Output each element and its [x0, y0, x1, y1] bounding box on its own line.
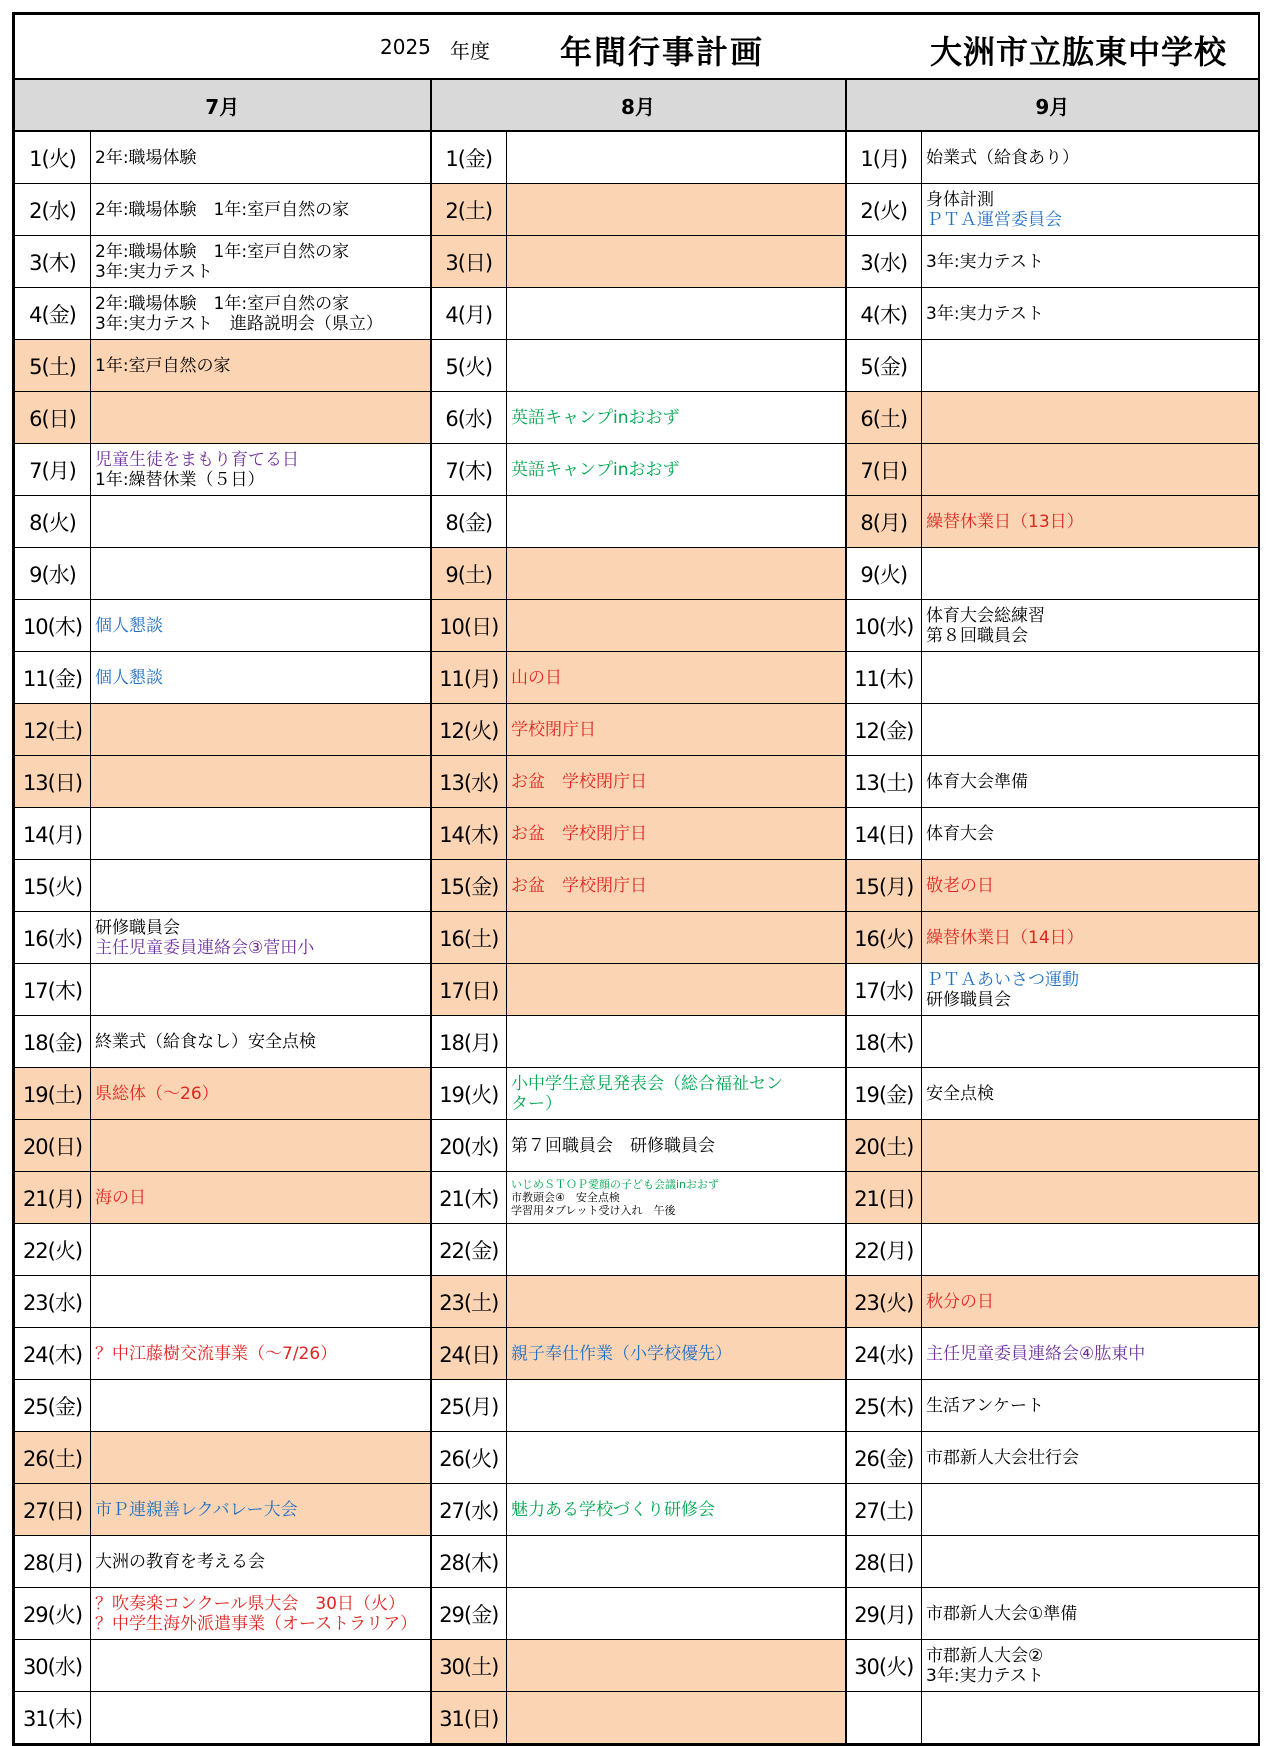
day-row	[15, 131, 1259, 184]
september-event-cell	[922, 808, 1259, 860]
august-date-cell: 15(金)	[431, 860, 507, 912]
july-event-cell	[91, 548, 431, 600]
august-date-cell: 11(月)	[431, 652, 507, 704]
event-text: いじめＳＴＯＰ愛顔の子ども会議inおおず	[511, 1178, 720, 1191]
day-row	[15, 1172, 1259, 1224]
august-date-cell: 3(日)	[431, 236, 507, 288]
august-date-cell: 26(火)	[431, 1432, 507, 1484]
september-event-cell	[922, 236, 1259, 288]
july-event-cell	[91, 340, 431, 392]
august-date-cell: 7(木)	[431, 444, 507, 496]
august-event-cell	[507, 756, 846, 808]
july-date-cell: 29(火)	[15, 1588, 91, 1640]
september-date-cell: 11(木)	[846, 652, 922, 704]
august-event-cell	[507, 1328, 846, 1380]
july-date-cell: 1(火)	[15, 131, 91, 184]
calendar-sheet	[12, 12, 1260, 1746]
august-date-cell: 8(金)	[431, 496, 507, 548]
august-event-cell	[507, 1432, 846, 1484]
event-text: 主任児童委員連絡会④肱東中	[926, 1343, 1146, 1364]
september-date-cell: 30(火)	[846, 1640, 922, 1692]
month-header-july: 7月	[15, 79, 431, 131]
july-event-cell	[91, 1276, 431, 1328]
event-text: 3年:実力テスト 進路説明会（県立）	[95, 313, 383, 334]
event-text: 第７回職員会 研修職員会	[511, 1135, 715, 1156]
september-date-cell: 21(日)	[846, 1172, 922, 1224]
day-row	[15, 1068, 1259, 1120]
event-text: 親子奉仕作業（小学校優先）	[511, 1343, 732, 1364]
september-event-cell	[922, 964, 1259, 1016]
september-event-cell	[922, 1588, 1259, 1640]
day-row	[15, 704, 1259, 756]
event-text: 市Ｐ連親善レクバレー大会	[95, 1499, 298, 1520]
event-text: 2年:職場体験 1年:室戸自然の家	[95, 199, 350, 220]
july-event-cell	[91, 288, 431, 340]
day-row	[15, 756, 1259, 808]
fiscal-year: 2025	[380, 35, 431, 59]
august-event-cell	[507, 1588, 846, 1640]
august-date-cell: 18(月)	[431, 1016, 507, 1068]
september-event-cell	[922, 1484, 1259, 1536]
september-event-cell	[922, 496, 1259, 548]
fiscal-year-label: 年度	[450, 39, 490, 63]
school-name: 大洲市立肱東中学校	[930, 33, 1228, 71]
july-date-cell: 8(火)	[15, 496, 91, 548]
august-date-cell: 10(日)	[431, 600, 507, 652]
event-text: ター）	[511, 1093, 562, 1114]
september-event-cell	[922, 1380, 1259, 1432]
july-event-cell	[91, 1432, 431, 1484]
july-event-cell	[91, 444, 431, 496]
event-text: 大洲の教育を考える会	[95, 1551, 265, 1572]
july-event-cell	[91, 1172, 431, 1224]
day-row	[15, 548, 1259, 600]
event-text: 3年:実力テスト	[926, 251, 1044, 272]
september-date-cell: 22(月)	[846, 1224, 922, 1276]
july-date-cell: 20(日)	[15, 1120, 91, 1172]
day-row	[15, 1692, 1259, 1744]
event-text: 終業式（給食なし）安全点検	[95, 1031, 316, 1052]
july-date-cell: 11(金)	[15, 652, 91, 704]
september-event-cell	[922, 1640, 1259, 1692]
september-event-cell	[922, 1328, 1259, 1380]
day-row	[15, 808, 1259, 860]
event-text: 魅力ある学校づくり研修会	[511, 1499, 715, 1520]
september-date-cell: 20(土)	[846, 1120, 922, 1172]
august-event-cell	[507, 1276, 846, 1328]
july-event-cell	[91, 860, 431, 912]
july-date-cell: 22(火)	[15, 1224, 91, 1276]
july-event-cell	[91, 1484, 431, 1536]
july-event-cell	[91, 236, 431, 288]
july-event-cell	[91, 808, 431, 860]
month-header-september: 9月	[846, 79, 1259, 131]
day-row	[15, 652, 1259, 704]
july-event-cell	[91, 496, 431, 548]
event-text: 体育大会準備	[926, 771, 1028, 792]
august-date-cell: 5(火)	[431, 340, 507, 392]
event-text: ？中学生海外派遣事業（オーストラリア）	[95, 1613, 418, 1634]
september-date-cell: 25(木)	[846, 1380, 922, 1432]
event-text: 2年:職場体験	[95, 147, 197, 168]
august-date-cell: 19(火)	[431, 1068, 507, 1120]
month-header-august: 8月	[431, 79, 846, 131]
september-event-cell	[922, 444, 1259, 496]
august-date-cell: 13(水)	[431, 756, 507, 808]
august-date-cell: 24(日)	[431, 1328, 507, 1380]
july-event-cell	[91, 964, 431, 1016]
july-date-cell: 7(月)	[15, 444, 91, 496]
day-row	[15, 1120, 1259, 1172]
day-row	[15, 1328, 1259, 1380]
september-date-cell: 16(火)	[846, 912, 922, 964]
september-event-cell	[922, 704, 1259, 756]
event-text: 敬老の日	[926, 875, 994, 896]
july-event-cell	[91, 1328, 431, 1380]
event-text: 県総体（～26）	[95, 1083, 219, 1104]
july-date-cell: 5(土)	[15, 340, 91, 392]
july-date-cell: 24(木)	[15, 1328, 91, 1380]
july-date-cell: 3(木)	[15, 236, 91, 288]
july-date-cell: 26(土)	[15, 1432, 91, 1484]
event-text: 1年:繰替休業（５日）	[95, 469, 265, 490]
september-event-cell	[922, 288, 1259, 340]
day-row	[15, 496, 1259, 548]
july-event-cell	[91, 1068, 431, 1120]
july-date-cell: 25(金)	[15, 1380, 91, 1432]
july-date-cell: 9(水)	[15, 548, 91, 600]
event-text: ？中江藤樹交流事業（～7/26）	[95, 1343, 338, 1364]
event-text: 個人懇談	[95, 667, 163, 688]
day-row	[15, 1432, 1259, 1484]
september-date-cell: 29(月)	[846, 1588, 922, 1640]
july-date-cell: 16(水)	[15, 912, 91, 964]
july-date-cell: 17(木)	[15, 964, 91, 1016]
july-event-cell	[91, 912, 431, 964]
july-event-cell	[91, 1588, 431, 1640]
event-text: 市教頭会④ 安全点検	[511, 1191, 620, 1204]
event-text: 児童生徒をまもり育てる日	[95, 449, 299, 470]
title-bar	[15, 15, 1259, 80]
event-text: 小中学生意見発表会（総合福祉セン	[511, 1073, 783, 1094]
event-text: 体育大会総練習	[926, 605, 1045, 626]
july-date-cell: 30(水)	[15, 1640, 91, 1692]
event-text: 2年:職場体験 1年:室戸自然の家	[95, 293, 350, 314]
july-event-cell	[91, 1380, 431, 1432]
event-text: 市郡新人大会①準備	[926, 1603, 1078, 1624]
july-date-cell: 28(月)	[15, 1536, 91, 1588]
september-date-cell: 26(金)	[846, 1432, 922, 1484]
august-event-cell	[507, 1016, 846, 1068]
september-date-cell: 13(土)	[846, 756, 922, 808]
july-event-cell	[91, 652, 431, 704]
event-text: 個人懇談	[95, 615, 163, 636]
july-event-cell	[91, 1692, 431, 1744]
september-empty-event-cell	[922, 1692, 1259, 1744]
event-text: 1年:室戸自然の家	[95, 355, 231, 376]
july-event-cell	[91, 756, 431, 808]
august-date-cell: 2(土)	[431, 184, 507, 236]
september-date-cell: 15(月)	[846, 860, 922, 912]
july-date-cell: 10(木)	[15, 600, 91, 652]
september-empty-date-cell	[846, 1692, 922, 1744]
september-date-cell: 7(日)	[846, 444, 922, 496]
day-row	[15, 340, 1259, 392]
august-date-cell: 12(火)	[431, 704, 507, 756]
july-event-cell	[91, 1120, 431, 1172]
august-event-cell	[507, 1224, 846, 1276]
september-date-cell: 24(水)	[846, 1328, 922, 1380]
july-event-cell	[91, 1640, 431, 1692]
september-date-cell: 23(火)	[846, 1276, 922, 1328]
september-date-cell: 14(日)	[846, 808, 922, 860]
august-date-cell: 31(日)	[431, 1692, 507, 1744]
day-row	[15, 1016, 1259, 1068]
event-text: 秋分の日	[926, 1291, 994, 1312]
september-date-cell: 9(火)	[846, 548, 922, 600]
event-text: 学習用タブレット受け入れ 午後	[511, 1204, 676, 1217]
august-date-cell: 17(日)	[431, 964, 507, 1016]
day-row	[15, 392, 1259, 444]
august-event-cell	[507, 1380, 846, 1432]
september-date-cell: 28(日)	[846, 1536, 922, 1588]
september-event-cell	[922, 1432, 1259, 1484]
september-event-cell	[922, 1536, 1259, 1588]
event-text: お盆 学校閉庁日	[511, 771, 647, 792]
july-date-cell: 19(土)	[15, 1068, 91, 1120]
september-date-cell: 12(金)	[846, 704, 922, 756]
july-event-cell	[91, 1536, 431, 1588]
event-text: 山の日	[511, 667, 562, 688]
august-event-cell	[507, 392, 846, 444]
august-date-cell: 14(木)	[431, 808, 507, 860]
event-text: 2年:職場体験 1年:室戸自然の家	[95, 241, 350, 262]
september-event-cell	[922, 1016, 1259, 1068]
september-event-cell	[922, 392, 1259, 444]
august-date-cell: 4(月)	[431, 288, 507, 340]
august-event-cell	[507, 444, 846, 496]
event-text: 市郡新人大会壮行会	[926, 1447, 1079, 1468]
event-text: 学校閉庁日	[511, 719, 596, 740]
event-text: 繰替休業日（13日）	[926, 511, 1084, 532]
event-text: 英語キャンプinおおず	[511, 407, 680, 428]
september-date-cell: 8(月)	[846, 496, 922, 548]
september-event-cell	[922, 340, 1259, 392]
august-event-cell	[507, 288, 846, 340]
event-text: 第８回職員会	[926, 625, 1028, 646]
event-text: 3年:実力テスト	[926, 1665, 1044, 1686]
july-event-cell	[91, 184, 431, 236]
september-event-cell	[922, 1120, 1259, 1172]
event-text: ＰＴＡあいさつ運動	[926, 969, 1079, 990]
day-row	[15, 964, 1259, 1016]
july-date-cell: 6(日)	[15, 392, 91, 444]
august-date-cell: 16(土)	[431, 912, 507, 964]
august-event-cell	[507, 1692, 846, 1744]
september-date-cell: 18(木)	[846, 1016, 922, 1068]
september-date-cell: 5(金)	[846, 340, 922, 392]
day-row	[15, 184, 1259, 236]
july-date-cell: 23(水)	[15, 1276, 91, 1328]
september-date-cell: 17(水)	[846, 964, 922, 1016]
august-event-cell	[507, 1484, 846, 1536]
page-title: 年間行事計画	[560, 33, 765, 71]
day-row	[15, 600, 1259, 652]
august-date-cell: 21(木)	[431, 1172, 507, 1224]
september-event-cell	[922, 1224, 1259, 1276]
july-date-cell: 14(月)	[15, 808, 91, 860]
september-event-cell	[922, 756, 1259, 808]
august-event-cell	[507, 340, 846, 392]
event-text: ？吹奏楽コンクール県大会 30日（火）	[95, 1593, 405, 1614]
day-row	[15, 444, 1259, 496]
day-row	[15, 288, 1259, 340]
event-text: 始業式（給食あり）	[926, 147, 1079, 168]
day-row	[15, 1536, 1259, 1588]
july-event-cell	[91, 131, 431, 184]
day-row	[15, 1380, 1259, 1432]
july-date-cell: 21(月)	[15, 1172, 91, 1224]
july-date-cell: 31(木)	[15, 1692, 91, 1744]
september-date-cell: 1(月)	[846, 131, 922, 184]
august-event-cell	[507, 600, 846, 652]
event-text: 海の日	[95, 1187, 146, 1208]
september-event-cell	[922, 652, 1259, 704]
august-date-cell: 1(金)	[431, 131, 507, 184]
august-event-cell	[507, 1120, 846, 1172]
day-row	[15, 1588, 1259, 1640]
september-event-cell	[922, 860, 1259, 912]
august-date-cell: 29(金)	[431, 1588, 507, 1640]
august-event-cell	[507, 964, 846, 1016]
event-text: 繰替休業日（14日）	[926, 927, 1084, 948]
event-text: 3年:実力テスト	[95, 261, 213, 282]
july-date-cell: 12(土)	[15, 704, 91, 756]
day-row	[15, 1484, 1259, 1536]
september-event-cell	[922, 1068, 1259, 1120]
august-event-cell	[507, 912, 846, 964]
event-text: 主任児童委員連絡会③菅田小	[95, 937, 315, 958]
event-text: 体育大会	[926, 823, 994, 844]
september-date-cell: 4(木)	[846, 288, 922, 340]
september-date-cell: 19(金)	[846, 1068, 922, 1120]
september-event-cell	[922, 912, 1259, 964]
september-event-cell	[922, 548, 1259, 600]
event-text: お盆 学校閉庁日	[511, 823, 647, 844]
event-text: ＰＴＡ運営委員会	[926, 209, 1062, 230]
event-text: 市郡新人大会②	[926, 1645, 1044, 1666]
august-event-cell	[507, 548, 846, 600]
july-date-cell: 13(日)	[15, 756, 91, 808]
september-date-cell: 10(水)	[846, 600, 922, 652]
september-event-cell	[922, 131, 1259, 184]
event-text: 身体計測	[926, 189, 994, 210]
day-row	[15, 236, 1259, 288]
august-event-cell	[507, 808, 846, 860]
event-text: 3年:実力テスト	[926, 303, 1044, 324]
august-date-cell: 6(水)	[431, 392, 507, 444]
july-date-cell: 18(金)	[15, 1016, 91, 1068]
july-event-cell	[91, 600, 431, 652]
august-event-cell	[507, 184, 846, 236]
event-text: 研修職員会	[926, 989, 1011, 1010]
august-event-cell	[507, 131, 846, 184]
july-event-cell	[91, 704, 431, 756]
july-date-cell: 4(金)	[15, 288, 91, 340]
september-date-cell: 6(土)	[846, 392, 922, 444]
september-event-cell	[922, 1276, 1259, 1328]
july-event-cell	[91, 1016, 431, 1068]
september-date-cell: 27(土)	[846, 1484, 922, 1536]
july-event-cell	[91, 1224, 431, 1276]
august-event-cell	[507, 1068, 846, 1120]
july-date-cell: 15(火)	[15, 860, 91, 912]
august-event-cell	[507, 652, 846, 704]
event-text: 生活アンケート	[926, 1395, 1044, 1416]
day-row	[15, 1276, 1259, 1328]
august-date-cell: 30(土)	[431, 1640, 507, 1692]
august-event-cell	[507, 1172, 846, 1224]
august-date-cell: 9(土)	[431, 548, 507, 600]
september-date-cell: 3(水)	[846, 236, 922, 288]
august-date-cell: 20(水)	[431, 1120, 507, 1172]
august-date-cell: 22(金)	[431, 1224, 507, 1276]
august-event-cell	[507, 496, 846, 548]
day-row	[15, 912, 1259, 964]
day-row	[15, 1640, 1259, 1692]
event-text: お盆 学校閉庁日	[511, 875, 647, 896]
august-date-cell: 25(月)	[431, 1380, 507, 1432]
august-date-cell: 28(木)	[431, 1536, 507, 1588]
july-event-cell	[91, 392, 431, 444]
day-row	[15, 860, 1259, 912]
schedule-table	[14, 14, 1259, 1744]
event-text: 研修職員会	[95, 917, 180, 938]
august-event-cell	[507, 1640, 846, 1692]
august-event-cell	[507, 1536, 846, 1588]
day-row	[15, 1224, 1259, 1276]
event-text: 安全点検	[926, 1083, 994, 1104]
august-date-cell: 27(水)	[431, 1484, 507, 1536]
august-date-cell: 23(土)	[431, 1276, 507, 1328]
september-event-cell	[922, 600, 1259, 652]
september-event-cell	[922, 184, 1259, 236]
august-event-cell	[507, 860, 846, 912]
july-date-cell: 2(水)	[15, 184, 91, 236]
september-date-cell: 2(火)	[846, 184, 922, 236]
august-event-cell	[507, 236, 846, 288]
august-event-cell	[507, 704, 846, 756]
july-date-cell: 27(日)	[15, 1484, 91, 1536]
september-event-cell	[922, 1172, 1259, 1224]
event-text: 英語キャンプinおおず	[511, 459, 680, 480]
